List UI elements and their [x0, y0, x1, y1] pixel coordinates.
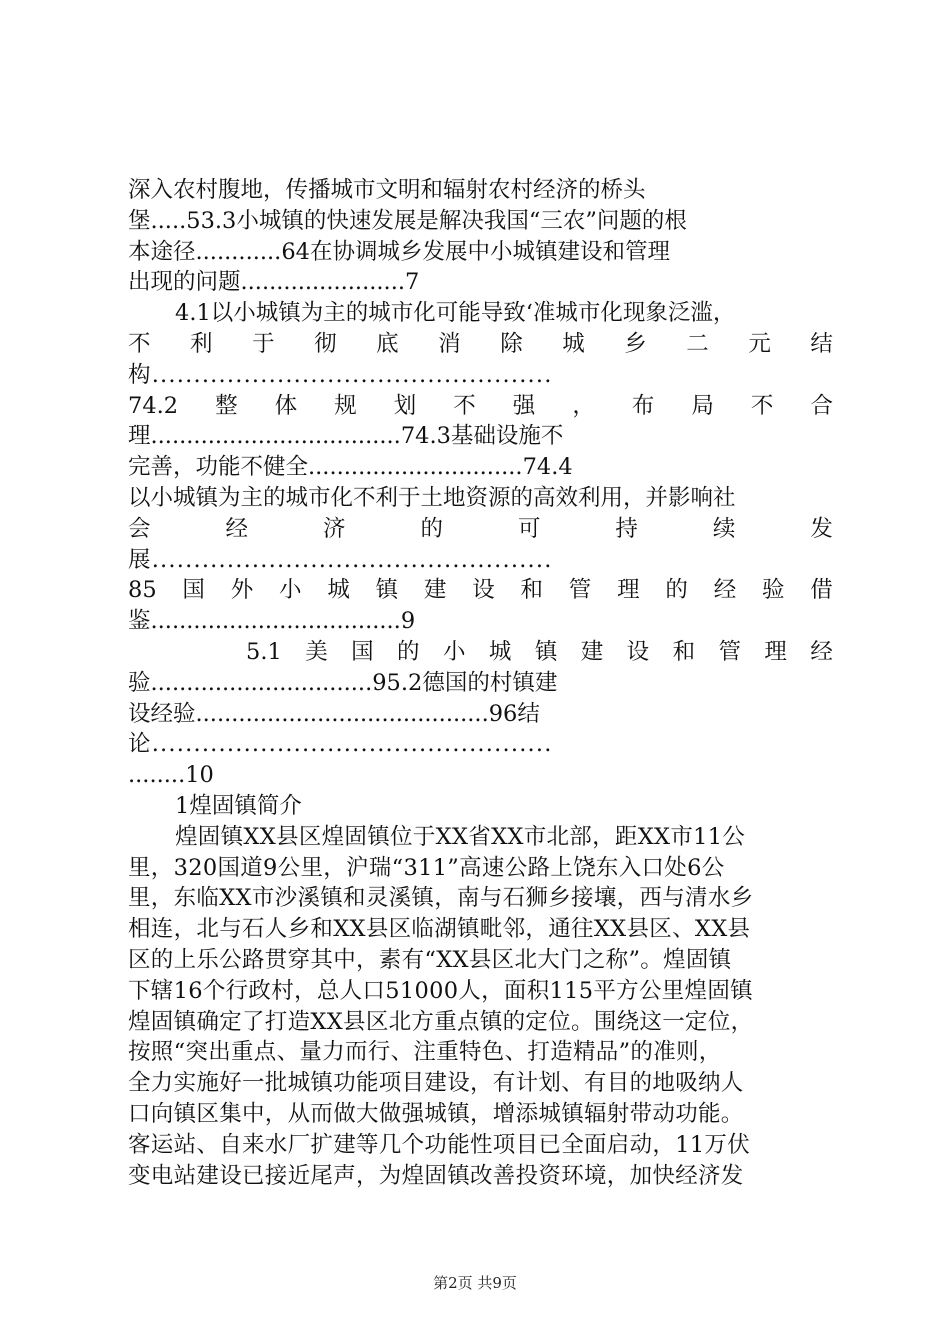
- paragraph-line-7: 煌固镇确定了打造XX县区北方重点镇的定位。围绕这一定位，: [128, 1008, 754, 1035]
- toc-line-20: ........10: [128, 762, 214, 789]
- justified-char: 小: [442, 638, 466, 665]
- justified-char: 彻: [314, 330, 337, 357]
- justified-char: 借: [810, 577, 833, 604]
- justified-char: 理: [617, 577, 640, 604]
- justified-char: 元: [748, 330, 771, 357]
- justified-char: 于: [252, 330, 275, 357]
- justified-char: 美: [305, 638, 328, 665]
- justified-char: 城: [562, 330, 585, 357]
- justified-char: 合: [810, 392, 833, 419]
- toc-line-6: [128, 329, 833, 360]
- justified-char: 不: [128, 330, 151, 357]
- section-heading: 1煌固镇简介: [175, 792, 302, 819]
- toc-line-9: 理...................................74.3基础设施不: [128, 423, 564, 450]
- toc-line-15: 鉴...................................9: [128, 608, 416, 635]
- toc-line-10: 完善，功能不健全..............................74.4: [128, 454, 573, 481]
- toc-line-16: [128, 637, 833, 668]
- justified-char: 74.2: [128, 392, 179, 419]
- toc-line-13: 展................................................: [128, 546, 553, 573]
- toc-line-7: 构................................................: [128, 361, 553, 388]
- justified-char: 外: [230, 577, 254, 604]
- toc-line-4: 出现的问题.......................7: [128, 269, 420, 296]
- justified-char: 城: [488, 638, 512, 665]
- toc-line-12: [128, 514, 833, 545]
- justified-char: 除: [500, 330, 523, 357]
- page-number-footer: 第2页 共9页: [433, 1274, 517, 1292]
- justified-char: 不: [750, 392, 774, 419]
- justified-char: 不: [453, 392, 476, 419]
- paragraph-line-10: 口向镇区集中，从而做大做强城镇，增添城镇辐射带动功能。: [128, 1100, 744, 1127]
- justified-char: 济: [322, 515, 346, 542]
- justified-char: 的: [397, 638, 420, 665]
- justified-char: 国: [351, 638, 374, 665]
- justified-char: 85: [128, 577, 157, 604]
- justified-char: 镇: [375, 577, 399, 604]
- justified-char: 规: [334, 392, 357, 419]
- justified-char: 划: [393, 392, 417, 419]
- paragraph-line-11: 客运站、自来水厂扩建等几个功能性项目已全面启动，11万伏: [128, 1131, 751, 1158]
- paragraph-line-3: 里，东临XX市沙溪镇和灵溪镇，南与石狮乡接壤，西与清水乡: [128, 885, 754, 912]
- justified-char: 理: [764, 638, 787, 665]
- justified-char: 国: [182, 577, 205, 604]
- paragraph-line-12: 变电站建设已接近尾声，为煌固镇改善投资环境，加快经济发: [128, 1162, 744, 1189]
- justified-char: 5.1: [246, 638, 282, 665]
- paragraph-line-2: 里，320国道9公里，沪瑞“311”高速公路上饶东入口处6公: [128, 854, 725, 881]
- paragraph-line-8: 按照“突出重点、量力而行、注重特色、打造精品”的准则，: [128, 1039, 722, 1066]
- toc-line-2: 堡.....53.3小城镇的快速发展是解决我国“三农”问题的根: [128, 207, 687, 234]
- justified-char: 城: [327, 577, 350, 604]
- justified-char: 强: [512, 392, 536, 419]
- toc-line-3: 本途径............64在协调城乡发展中小城镇建设和管理: [128, 238, 670, 265]
- toc-line-14: [128, 575, 833, 606]
- justified-char: 结: [810, 330, 833, 357]
- page-content: [128, 175, 833, 1191]
- justified-char: 的: [665, 577, 688, 604]
- justified-char: 和: [672, 638, 696, 665]
- paragraph-line-1: 煌固镇XX县区煌固镇位于XX省XX市北部，距XX市11公: [175, 823, 746, 850]
- justified-char: 二: [686, 330, 709, 357]
- justified-char: 底: [376, 330, 399, 357]
- justified-char: ，: [572, 392, 595, 419]
- justified-char: 可: [517, 515, 541, 542]
- justified-char: 会: [128, 515, 151, 542]
- justified-char: 消: [438, 330, 461, 357]
- justified-char: 验: [761, 577, 785, 604]
- paragraph-line-6: 下辖16个行政村，总人口51000人，面积115平方公里煌固镇: [128, 977, 753, 1004]
- justified-char: 经: [225, 515, 248, 542]
- justified-char: 体: [274, 392, 298, 419]
- justified-char: 的: [420, 515, 443, 542]
- justified-char: 局: [691, 392, 714, 419]
- toc-line-17: 验...............................95.2德国的村镇建: [128, 669, 558, 696]
- justified-char: 设: [472, 577, 495, 604]
- toc-line-11: 以小城镇为主的城市化不利于土地资源的高效利用，并影响社: [128, 484, 736, 511]
- toc-line-18: 设经验.........................................96结: [128, 700, 540, 727]
- toc-line-5: 4.1以小城镇为主的城市化可能导致‘准城市化现象泛滥，: [175, 300, 736, 327]
- paragraph-line-4: 相连，北与石人乡和XX县区临湖镇毗邻，通往XX县区、XX县: [128, 916, 751, 943]
- justified-char: 整: [215, 392, 238, 419]
- justified-char: 和: [520, 577, 544, 604]
- justified-char: 管: [568, 577, 592, 604]
- justified-char: 镇: [534, 638, 558, 665]
- justified-char: 持: [615, 515, 638, 542]
- justified-char: 建: [580, 638, 604, 665]
- justified-char: 小: [279, 577, 302, 604]
- paragraph-line-9: 全力实施好一批城镇功能项目建设，有计划、有目的地吸纳人: [128, 1070, 744, 1097]
- justified-char: 建: [423, 577, 447, 604]
- toc-line-1: 深入农村腹地，传播城市文明和辐射农村经济的桥头: [128, 177, 646, 203]
- justified-char: 经: [713, 577, 737, 604]
- justified-char: 经: [810, 638, 833, 665]
- justified-char: 布: [631, 392, 655, 419]
- justified-char: 乡: [624, 330, 647, 357]
- justified-char: 设: [626, 638, 650, 665]
- justified-char: 续: [712, 515, 736, 542]
- paragraph-line-5: 区的上乐公路贯穿其中，素有“XX县区北大门之称”。煌固镇: [128, 946, 732, 973]
- justified-char: 利: [190, 330, 213, 357]
- toc-line-19: 论................................................: [128, 731, 553, 758]
- justified-char: 发: [810, 515, 833, 542]
- justified-char: 管: [718, 638, 742, 665]
- toc-line-8: [128, 391, 833, 422]
